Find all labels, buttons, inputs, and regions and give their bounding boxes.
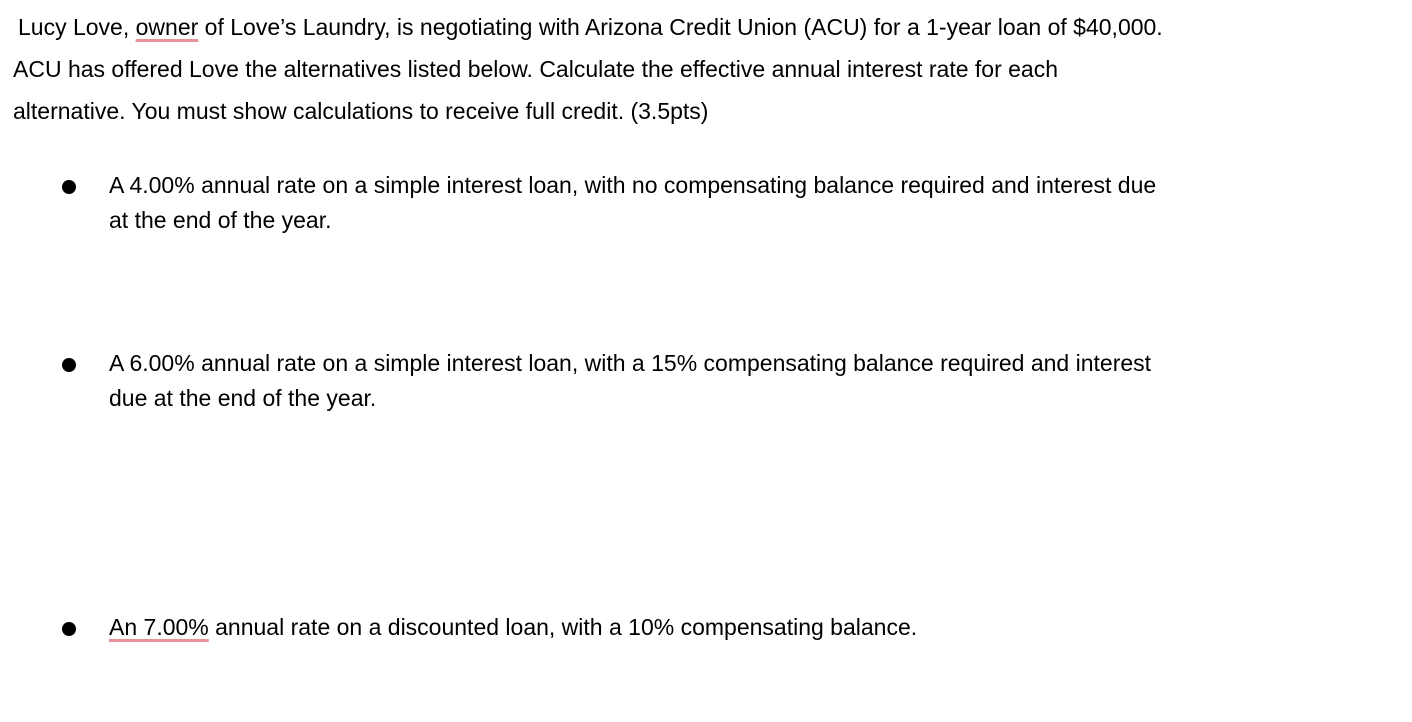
alternative-text-2	[109, 346, 1369, 416]
alternative-text-1	[109, 168, 1369, 238]
alternative-1-line-1: A 4.00% annual rate on a simple interest loan, with no compensating balance required and interest due	[109, 172, 1157, 198]
alternative-2-line-2: due at the end of the year.	[109, 385, 377, 411]
question-line-2: ACU has offered Love the alternatives listed below. Calculate the effective annual interest rate for each	[13, 56, 1058, 82]
question-line-1-end: of Love’s Laundry, is negotiating with Arizona Credit Union (ACU) for a 1-year loan of $40,000.	[198, 14, 1163, 40]
bullet-dot-icon	[62, 180, 76, 194]
alternative-3-line-1	[109, 610, 1369, 645]
question-line-3: alternative. You must show calculations to receive full credit. (3.5pts)	[13, 98, 709, 124]
question-paragraph	[13, 6, 1393, 132]
alternative-text-3	[109, 610, 1369, 645]
question-line-1	[13, 6, 1393, 48]
alternative-3-rest: annual rate on a discounted loan, with a 10% compensating balance.	[208, 614, 918, 640]
bullet-dot-icon	[62, 622, 76, 636]
alternative-2-line-1: A 6.00% annual rate on a simple interest loan, with a 15% compensating balance required and interest	[109, 350, 1152, 376]
alternative-1-line-2: at the end of the year.	[109, 207, 332, 233]
spellcheck-flagged-phrase[interactable]: An 7.00%	[109, 614, 209, 640]
bullet-dot-icon	[62, 358, 76, 372]
question-line-1-start: Lucy Love,	[18, 14, 136, 40]
spellcheck-flagged-word[interactable]: owner	[135, 14, 199, 40]
